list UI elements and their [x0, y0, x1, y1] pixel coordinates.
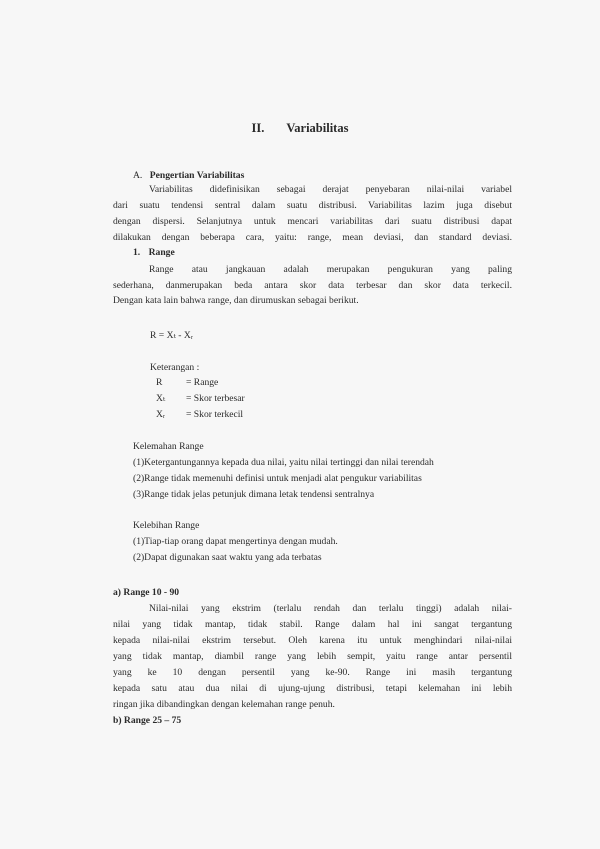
chapter-title: Variabilitas — [286, 121, 349, 135]
legend-row — [156, 409, 243, 421]
section-a-line: dilakukan dengan beberapa cara, yaitu: range, mean deviasi, dan standard deviasi. — [113, 232, 512, 243]
kelemahan-item: (2)Range tidak memenuhi definisi untuk menjadi alat pengukur variabilitas — [133, 473, 422, 484]
range-line: Range atau jangkauan adalah merupakan pengukuran yang paling — [149, 264, 512, 275]
range-marker: 1. — [133, 247, 141, 258]
kelebihan-title: Kelebihan Range — [133, 520, 200, 531]
legend-desc: = Skor terkecil — [186, 409, 244, 420]
range-10-90-line: kepada nilai-nilai ekstrim tersebut. Oleh karena itu untuk menghindari nilai-nilai — [113, 635, 512, 646]
kelemahan-title: Kelemahan Range — [133, 441, 204, 452]
range-10-90-line: yang tidak mantap, diambil range yang lebih sempit, yaitu range antar persentil — [113, 651, 512, 662]
chapter-heading — [0, 121, 600, 136]
keterangan-label: Keterangan : — [150, 362, 200, 373]
section-a-title: Pengertian Variabilitas — [149, 170, 245, 181]
legend-desc: = Range — [186, 377, 219, 388]
range-10-90-line: ringan jika dibandingkan dengan kelemahan range penuh. — [113, 699, 335, 710]
section-a-line: Variabilitas didefinisikan sebagai derajat penyebaran nilai-nilai variabel — [149, 184, 512, 195]
legend-desc: = Skor terbesar — [186, 393, 245, 404]
range-formula: R = Xₜ - Xᵣ — [150, 330, 194, 341]
range-10-90-line: Nilai-nilai yang ekstrim (terlalu rendah dan terlalu tinggi) adalah nilai- — [149, 603, 512, 614]
kelebihan-item: (2)Dapat digunakan saat waktu yang ada terbatas — [133, 552, 322, 563]
range-25-75-title: b) Range 25 – 75 — [113, 715, 182, 726]
legend-symbol: R — [156, 377, 163, 388]
range-10-90-line: nilai yang tidak mantap, tidak stabil. Range dalam hal ini sangat tergantung — [113, 619, 512, 630]
section-a-marker: A. — [133, 170, 143, 181]
range-10-90-title: a) Range 10 - 90 — [113, 587, 180, 598]
legend-symbol: Xᵣ — [156, 409, 166, 420]
range-line: sederhana, danmerupakan beda antara skor data terbesar dan skor data terkecil. — [113, 280, 512, 291]
legend-row — [156, 377, 218, 389]
legend-symbol: Xₜ — [156, 393, 166, 404]
chapter-number: II. — [251, 121, 265, 135]
range-title: Range — [148, 247, 175, 258]
range-line: Dengan kata lain bahwa range, dan dirumuskan sebagai berikut. — [113, 295, 359, 306]
range-10-90-line: yang ke 10 dengan persentil yang ke-90. Range ini masih tergantung — [113, 667, 512, 678]
kelebihan-item: (1)Tiap-tiap orang dapat mengertinya dengan mudah. — [133, 536, 338, 547]
section-a-heading — [133, 170, 244, 182]
kelemahan-item: (3)Range tidak jelas petunjuk dimana letak tendensi sentralnya — [133, 489, 375, 500]
range-heading — [133, 247, 175, 259]
section-a-line: dengan dispersi. Selanjutnya untuk mencari variabilitas dari suatu distribusi dapat — [113, 216, 512, 227]
section-a-line: dari suatu tendensi sentral dalam suatu distribusi. Variabilitas lazim juga disebut — [113, 200, 512, 211]
legend-row — [156, 393, 245, 405]
kelemahan-item: (1)Ketergantungannya kepada dua nilai, yaitu nilai tertinggi dan nilai terendah — [133, 457, 434, 468]
range-10-90-line: kepada satu atau dua nilai di ujung-ujung distribusi, tetapi kelemahan ini lebih — [113, 683, 512, 694]
